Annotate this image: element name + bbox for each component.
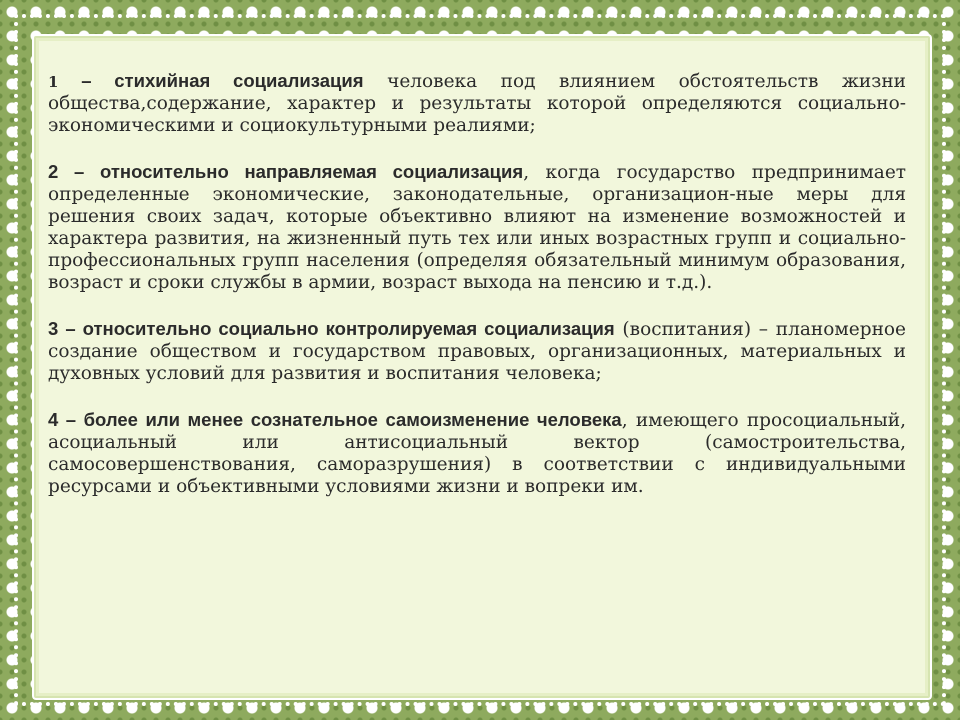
paragraph-number: 1: [48, 73, 59, 91]
paragraph-text: (воспитания) – планомерное создание обществом и государством правовых, организационных, материальных и духовных условий для развития и воспитания человека;: [48, 319, 906, 384]
paragraph-term: относительно социально контролируемая социализация: [82, 318, 615, 339]
paragraph-text: , когда государство предпринимает определенные экономические, законодательные, организацион-ные меры для решения своих задач, которые объективно влияют на изменение возможностей и характера развития, на жизненный путь тех или иных возрастных групп и социально-профессиональных групп населения (определяя обязательный минимум образования, возраст и сроки службы в армии, возраст выхода на пенсию и т.д.).: [48, 162, 906, 293]
paragraph-number: 2: [48, 161, 59, 182]
paragraph-1: [48, 70, 906, 137]
paragraph-text: человека под влиянием обстоятельств жизни общества,содержание, характер и результаты которой определяются социально-экономическими и социокультурными реалиями;: [48, 71, 906, 136]
paragraph-3: [48, 318, 906, 385]
paragraph-dash: –: [58, 161, 101, 182]
paragraph-term: более или менее сознательное самоизменение человека: [83, 409, 622, 430]
paragraph-2: [48, 161, 906, 294]
paragraph-term: стихийная социализация: [114, 70, 364, 91]
paragraph-text: , имеющего просоциальный, асоциальный или антисоциальный вектор (самостроительства, самосовершенствования, саморазрушения) в соответствии с индивидуальными ресурсами и объективными условиями жизни и вопреки им.: [48, 410, 906, 497]
paragraph-number: 4: [48, 409, 59, 430]
paragraph-number: 3: [48, 318, 59, 339]
paragraph-term: относительно направляемая социализация: [100, 161, 524, 182]
paragraph-dash: –: [58, 409, 84, 430]
paragraph-dash: –: [58, 70, 115, 91]
paragraph-dash: –: [58, 318, 83, 339]
slide-content: [48, 70, 906, 522]
paragraph-4: [48, 409, 906, 498]
